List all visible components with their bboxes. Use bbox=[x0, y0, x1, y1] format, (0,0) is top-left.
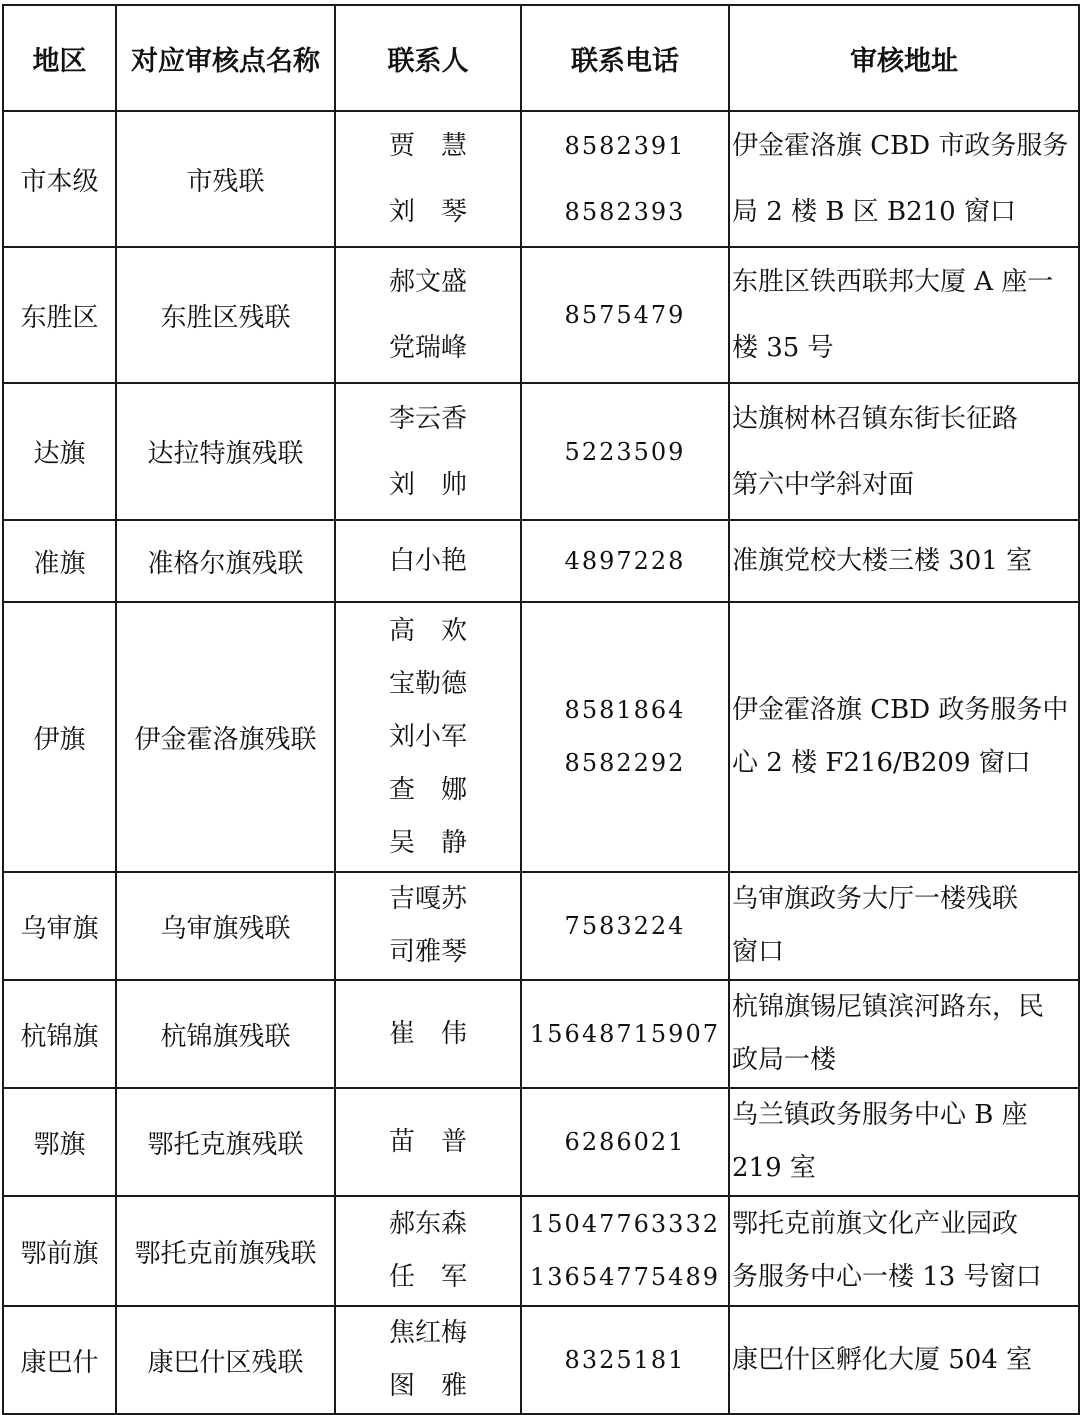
table-row bbox=[3, 1306, 1079, 1414]
contact-name: 查 娜 bbox=[388, 774, 467, 805]
cell-address bbox=[729, 111, 1079, 247]
cell-contacts bbox=[335, 111, 521, 247]
phone-number: 8325181 bbox=[564, 1346, 686, 1374]
table-row bbox=[3, 1088, 1079, 1196]
address-line: 楼 35 号 bbox=[732, 333, 834, 363]
table-row bbox=[3, 383, 1079, 520]
address-line: 准旗党校大楼三楼 301 室 bbox=[732, 546, 1033, 576]
cell-address bbox=[729, 872, 1079, 980]
cell-address bbox=[729, 980, 1079, 1088]
table-row bbox=[3, 247, 1079, 383]
contact-name: 高 欢 bbox=[388, 615, 467, 646]
cell-contacts bbox=[335, 383, 521, 520]
contact-name: 刘 帅 bbox=[388, 469, 467, 500]
contact-name: 党瑞峰 bbox=[388, 333, 467, 363]
cell-phones bbox=[521, 602, 729, 872]
contact-name: 刘 琴 bbox=[388, 197, 467, 227]
cell-address bbox=[729, 1088, 1079, 1196]
address-line: 乌兰镇政务服务中心 B 座 bbox=[732, 1100, 1028, 1130]
address-line: 杭锦旗锡尼镇滨河路东，民 bbox=[732, 992, 1045, 1022]
cell-address bbox=[729, 520, 1079, 602]
cell-contacts bbox=[335, 520, 521, 602]
phone-number: 8581864 bbox=[564, 696, 686, 724]
table-row bbox=[3, 872, 1079, 980]
address-line: 219 室 bbox=[732, 1153, 816, 1183]
phone-number: 5223509 bbox=[564, 437, 686, 466]
cell-phones bbox=[521, 1306, 729, 1414]
cell-point: 东胜区残联 bbox=[116, 247, 335, 383]
cell-point: 康巴什区残联 bbox=[116, 1306, 335, 1414]
cell-phones bbox=[521, 872, 729, 980]
cell-address bbox=[729, 383, 1079, 520]
cell-region: 东胜区 bbox=[3, 247, 116, 383]
address-line: 务服务中心一楼 13 号窗口 bbox=[732, 1262, 1042, 1292]
table-row bbox=[3, 602, 1079, 872]
cell-contacts bbox=[335, 1306, 521, 1414]
phone-number: 8582391 bbox=[564, 132, 686, 160]
phone-number: 13654775489 bbox=[530, 1263, 720, 1291]
table-row bbox=[3, 1196, 1079, 1306]
phone-number: 8575479 bbox=[564, 301, 686, 329]
cell-region: 鄂旗 bbox=[3, 1088, 116, 1196]
contact-name: 郝文盛 bbox=[388, 267, 467, 297]
cell-region: 伊旗 bbox=[3, 602, 116, 872]
phone-number: 4897228 bbox=[564, 547, 686, 575]
address-line: 伊金霍洛旗 CBD 政务服务中 bbox=[732, 695, 1069, 725]
contact-name: 贾 慧 bbox=[388, 131, 467, 161]
header-phone: 联系电话 bbox=[521, 5, 729, 111]
contact-name: 李云香 bbox=[388, 403, 467, 434]
contact-name: 吉嘎苏 bbox=[388, 884, 467, 914]
cell-phones bbox=[521, 980, 729, 1088]
cell-contacts bbox=[335, 602, 521, 872]
table-row bbox=[3, 980, 1079, 1088]
cell-region: 达旗 bbox=[3, 383, 116, 520]
contact-name: 司雅琴 bbox=[388, 937, 467, 967]
contact-name: 图 雅 bbox=[388, 1371, 467, 1401]
address-line: 局 2 楼 B 区 B210 窗口 bbox=[732, 197, 1016, 227]
cell-region: 杭锦旗 bbox=[3, 980, 116, 1088]
address-line: 第六中学斜对面 bbox=[732, 469, 915, 500]
cell-phones bbox=[521, 111, 729, 247]
header-row bbox=[3, 5, 1079, 111]
cell-phones bbox=[521, 1088, 729, 1196]
cell-address bbox=[729, 247, 1079, 383]
address-line: 康巴什区孵化大厦 504 室 bbox=[732, 1345, 1033, 1375]
address-line: 伊金霍洛旗 CBD 市政务服务 bbox=[732, 131, 1069, 161]
cell-point: 市残联 bbox=[116, 111, 335, 247]
phone-number: 8582292 bbox=[564, 749, 686, 777]
audit-points-table bbox=[2, 4, 1080, 1415]
cell-contacts bbox=[335, 1196, 521, 1306]
cell-address bbox=[729, 1306, 1079, 1414]
cell-contacts bbox=[335, 872, 521, 980]
phone-number: 6286021 bbox=[564, 1128, 686, 1156]
cell-phones bbox=[521, 1196, 729, 1306]
cell-address bbox=[729, 602, 1079, 872]
cell-point: 伊金霍洛旗残联 bbox=[116, 602, 335, 872]
address-line: 东胜区铁西联邦大厦 A 座一 bbox=[732, 267, 1054, 297]
cell-region: 鄂前旗 bbox=[3, 1196, 116, 1306]
cell-phones bbox=[521, 520, 729, 602]
cell-point: 乌审旗残联 bbox=[116, 872, 335, 980]
phone-number: 7583224 bbox=[564, 912, 686, 940]
cell-point: 达拉特旗残联 bbox=[116, 383, 335, 520]
contact-name: 焦红梅 bbox=[388, 1318, 467, 1348]
address-line: 乌审旗政务大厅一楼残联 bbox=[732, 884, 1019, 914]
contact-name: 苗 普 bbox=[388, 1127, 467, 1157]
cell-region: 准旗 bbox=[3, 520, 116, 602]
header-contact: 联系人 bbox=[335, 5, 521, 111]
header-point: 对应审核点名称 bbox=[116, 5, 335, 111]
cell-contacts bbox=[335, 980, 521, 1088]
contact-name: 吴 静 bbox=[388, 827, 467, 858]
cell-phones bbox=[521, 383, 729, 520]
phone-number: 15047763332 bbox=[530, 1210, 720, 1238]
cell-point: 杭锦旗残联 bbox=[116, 980, 335, 1088]
cell-point: 鄂托克前旗残联 bbox=[116, 1196, 335, 1306]
phone-number: 15648715907 bbox=[530, 1020, 720, 1048]
cell-region: 康巴什 bbox=[3, 1306, 116, 1414]
header-region: 地区 bbox=[3, 5, 116, 111]
contact-name: 崔 伟 bbox=[388, 1019, 467, 1049]
contact-name: 任 军 bbox=[388, 1262, 467, 1292]
phone-number: 8582393 bbox=[564, 198, 686, 226]
contact-name: 郝东森 bbox=[388, 1209, 467, 1239]
header-address: 审核地址 bbox=[729, 5, 1079, 111]
contact-name: 白小艳 bbox=[388, 546, 467, 576]
cell-address bbox=[729, 1196, 1079, 1306]
contact-name: 刘小军 bbox=[388, 721, 467, 752]
cell-region: 乌审旗 bbox=[3, 872, 116, 980]
table-row bbox=[3, 520, 1079, 602]
cell-contacts bbox=[335, 247, 521, 383]
contact-name: 宝勒德 bbox=[388, 668, 467, 699]
cell-region: 市本级 bbox=[3, 111, 116, 247]
cell-point: 准格尔旗残联 bbox=[116, 520, 335, 602]
address-line: 政局一楼 bbox=[732, 1045, 837, 1075]
cell-contacts bbox=[335, 1088, 521, 1196]
cell-point: 鄂托克旗残联 bbox=[116, 1088, 335, 1196]
cell-phones bbox=[521, 247, 729, 383]
address-line: 窗口 bbox=[732, 937, 785, 967]
address-line: 心 2 楼 F216/B209 窗口 bbox=[732, 748, 1031, 778]
table-row bbox=[3, 111, 1079, 247]
address-line: 达旗树林召镇东街长征路 bbox=[732, 403, 1019, 434]
address-line: 鄂托克前旗文化产业园政 bbox=[732, 1209, 1019, 1239]
